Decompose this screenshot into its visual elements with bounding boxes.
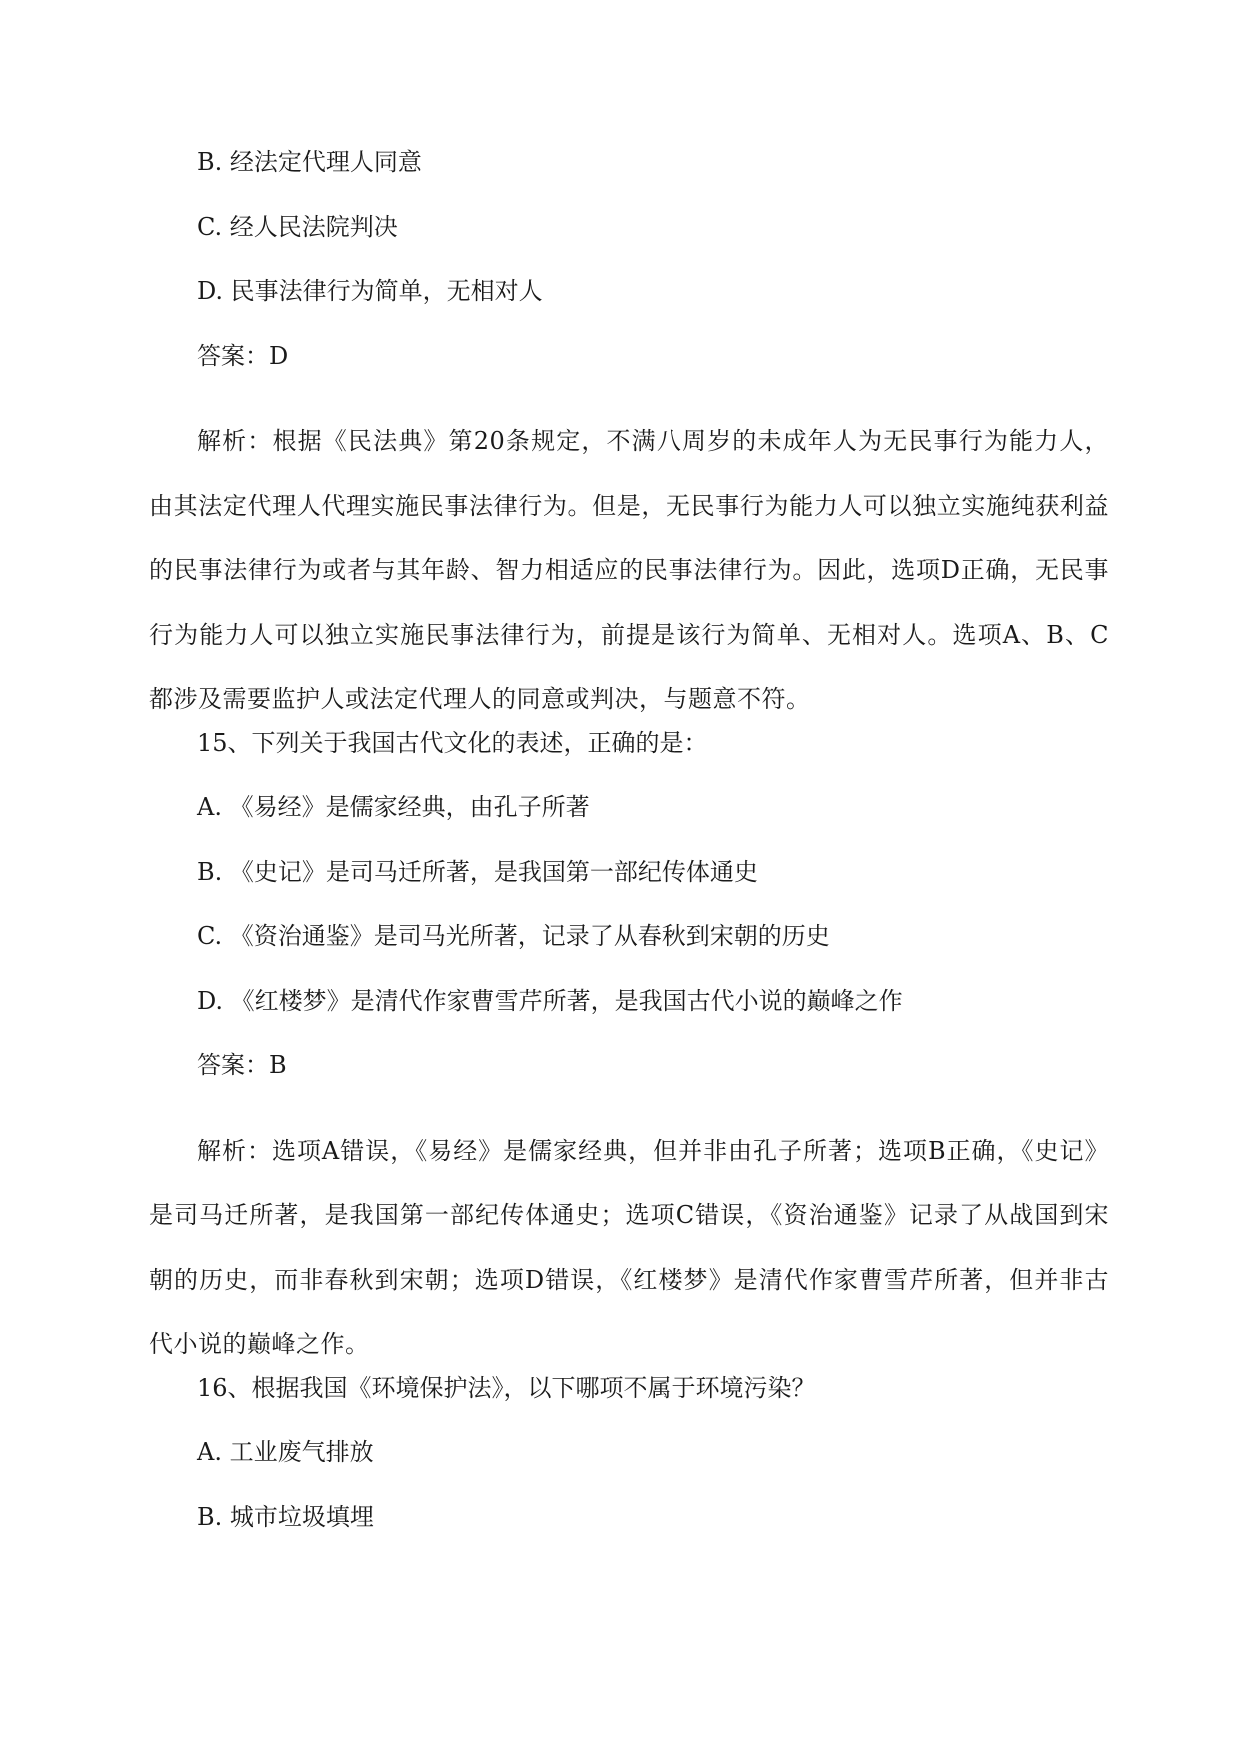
- q15-analysis: 解析：选项A错误，《易经》是儒家经典，但并非由孔子所著；选项B正确，《史记》是司马迁所著，是我国第一部纪传体通史；选项C错误，《资治通鉴》记录了从战国到宋朝的历史，而非春秋到宋朝；选项D错误，《红楼梦》是清代作家曹雪芹所著，但并非古代小说的巅峰之作。: [149, 1136, 1109, 1358]
- q14-analysis-block: [149, 399, 1109, 722]
- q14-answer: 答案：D: [197, 341, 289, 370]
- q15-analysis-block: [149, 1109, 1109, 1367]
- q15-answer: 答案：B: [197, 1051, 287, 1079]
- q14-option-d: D. 民事法律行为简单，无相对人: [197, 277, 543, 305]
- q15-option-d: D. 《红楼梦》是清代作家曹雪芹所著，是我国古代小说的巅峰之作: [197, 986, 903, 1015]
- q16-option-b: B. 城市垃圾填埋: [197, 1502, 374, 1531]
- q14-option-b: B. 经法定代理人同意: [197, 148, 422, 176]
- q16-question: 16、根据我国《环境保护法》，以下哪项不属于环境污染？: [197, 1373, 816, 1402]
- q15-option-c: C. 《资治通鉴》是司马光所著，记录了从春秋到宋朝的历史: [197, 922, 830, 950]
- q14-option-c: C. 经人民法院判决: [197, 212, 398, 241]
- q15-option-b: B. 《史记》是司马迁所著，是我国第一部纪传体通史: [197, 857, 758, 886]
- q15-question: 15、下列关于我国古代文化的表述，正确的是：: [197, 728, 708, 757]
- q15-option-a: A. 《易经》是儒家经典，由孔子所著: [197, 793, 590, 821]
- q16-option-a: A. 工业废气排放: [197, 1438, 374, 1466]
- q14-analysis: 解析：根据《民法典》第20条规定，不满八周岁的未成年人为无民事行为能力人，由其法定代理人代理实施民事法律行为。但是，无民事行为能力人可以独立实施纯获利益的民事法律行为或者与其年龄、智力相适应的民事法律行为。因此，选项D正确，无民事行为能力人可以独立实施民事法律行为，前提是该行为简单、无相对人。选项A、B、C都涉及需要监护人或法定代理人的同意或判决，与题意不符。: [149, 427, 1109, 713]
- page-content: [149, 141, 1109, 1560]
